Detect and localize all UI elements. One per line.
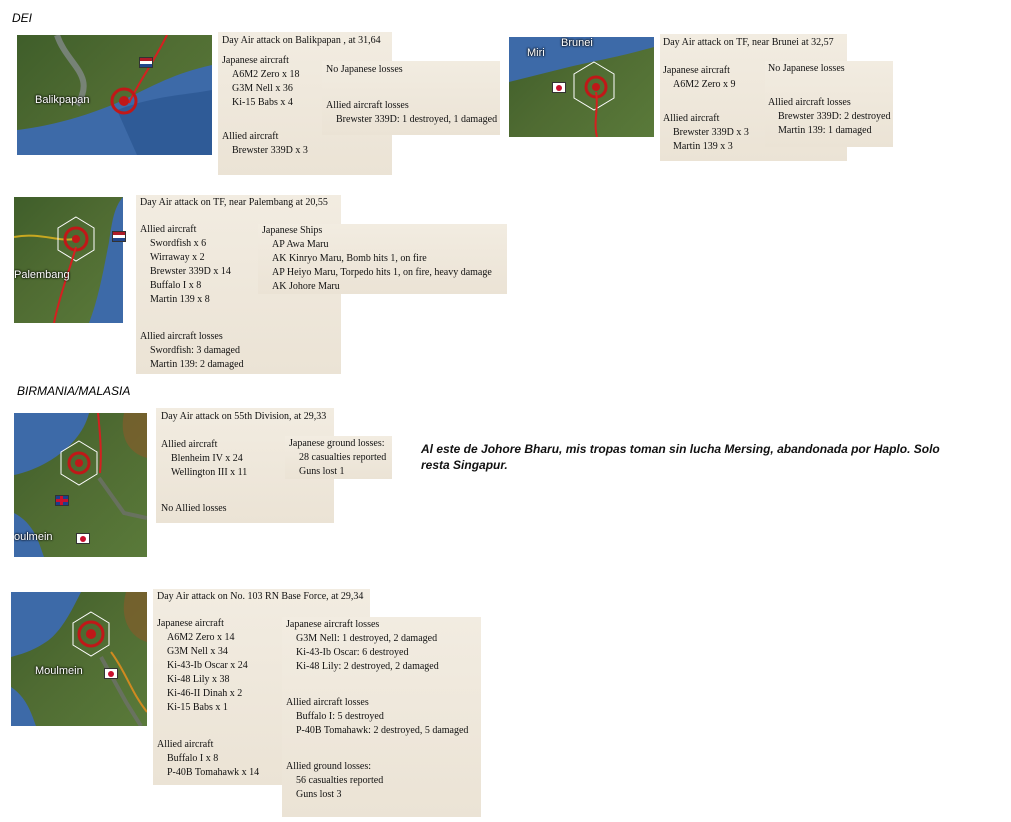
loss-line: Ki-48 Lily: 2 destroyed, 2 damaged [296,661,439,672]
japanese-ships-header: Japanese Ships [262,225,323,236]
ground-losses-header: Allied ground losses: [286,761,371,772]
allied-losses-header: Allied aircraft losses [326,100,409,111]
map-label-moulmein: oulmein [14,531,53,543]
aircraft-line: G3M Nell x 36 [232,83,293,94]
ship-line: AP Awa Maru [272,239,329,250]
aircraft-line: Wellington III x 11 [171,467,248,478]
allied-aircraft-header: Allied aircraft [157,739,214,750]
no-allied-losses-text: No Allied losses [161,503,227,514]
aircraft-line: Brewster 339D x 14 [150,266,231,277]
japanese-losses-text: No Japanese losses [326,64,403,75]
map-label-moulmein: Moulmein [35,665,83,677]
aircraft-line: Martin 139 x 8 [150,294,210,305]
loss-line: Martin 139: 1 damaged [778,125,872,136]
loss-line: G3M Nell: 1 destroyed, 2 damaged [296,633,438,644]
map-moulmein-division[interactable] [14,413,147,557]
loss-line: Brewster 339D: 1 destroyed, 1 damaged [336,114,498,125]
ship-line: AK Kinryo Maru, Bomb hits 1, on fire [272,253,427,264]
map-palembang-terrain [14,197,123,323]
ground-loss-line: Guns lost 3 [296,789,342,800]
birmania-malasia-heading: BIRMANIA/MALASIA [17,384,131,398]
map-palembang[interactable] [14,197,123,323]
aircraft-line: Swordfish x 6 [150,238,207,249]
report-55th-division-ground [285,436,392,479]
map-balikpapan[interactable] [17,35,212,155]
ship-line: AK Johore Maru [272,281,340,292]
report-title: Day Air attack on 55th Division, at 29,33 [161,411,327,422]
aircraft-line: A6M2 Zero x 18 [232,69,300,80]
dei-heading: DEI [12,11,33,25]
report-title: Day Air attack on No. 103 RN Base Force, at 29,34 [157,591,364,602]
allied-aircraft-header: Allied aircraft [161,439,218,450]
aircraft-line: Ki-15 Babs x 1 [167,702,228,713]
aircraft-line: Buffalo I x 8 [150,280,202,291]
allied-aircraft-header: Allied aircraft [222,131,279,142]
japanese-losses-header: Japanese aircraft losses [286,619,380,630]
report-title: Day Air attack on Balikpapan , at 31,64 [222,35,381,46]
aircraft-line: Blenheim IV x 24 [171,453,243,464]
japan-flag-icon [104,668,118,679]
ground-loss-line: Guns lost 1 [299,466,345,477]
allied-aircraft-header: Allied aircraft [140,224,197,235]
ship-line: AP Heiyo Maru, Torpedo hits 1, on fire, heavy damage [272,267,492,278]
map-moulmein-base-force-terrain [11,592,147,726]
loss-line: Martin 139: 2 damaged [150,359,244,370]
map-label-balikpapan: Balikpapan [35,94,90,106]
allied-losses-header: Allied aircraft losses [768,97,851,108]
aircraft-line: A6M2 Zero x 9 [673,79,736,90]
aircraft-line: Wirraway x 2 [150,252,205,263]
netherlands-flag-icon [112,231,126,242]
report-title: Day Air attack on TF, near Brunei at 32,57 [663,37,834,48]
map-label-brunei: Brunei [561,37,593,49]
map-brunei[interactable] [509,37,654,137]
report-title: Day Air attack on TF, near Palembang at 20,55 [140,197,328,208]
japanese-aircraft-header: Japanese aircraft [663,65,730,76]
loss-line: Brewster 339D: 2 destroyed [778,111,891,122]
loss-line: Ki-43-Ib Oscar: 6 destroyed [296,647,409,658]
loss-line: Swordfish: 3 damaged [150,345,240,356]
japanese-aircraft-header: Japanese aircraft [157,618,224,629]
report-palembang-ships [258,224,507,294]
allied-aircraft-header: Allied aircraft [663,113,720,124]
netherlands-flag-icon [139,57,153,68]
aircraft-line: Ki-48 Lily x 38 [167,674,230,685]
ground-loss-line: 56 casualties reported [296,775,384,786]
map-label-miri: Miri [527,47,545,59]
japanese-aircraft-header: Japanese aircraft [222,55,289,66]
narrative-text: Al este de Johore Bharu, mis tropas toman sin lucha Mersing, abandonada por Haplo. Solo resta Singapur. [421,442,940,472]
japan-flag-icon [76,533,90,544]
japan-flag-icon [552,82,566,93]
loss-line: Buffalo I: 5 destroyed [296,711,384,722]
aircraft-line: Brewster 339D x 3 [673,127,749,138]
allied-losses-header: Allied aircraft losses [140,331,223,342]
aircraft-line: A6M2 Zero x 14 [167,632,235,643]
ground-loss-line: 28 casualties reported [299,452,387,463]
aircraft-line: P-40B Tomahawk x 14 [167,767,260,778]
map-label-palembang: Palembang [14,269,70,281]
report-base-force-losses [282,617,481,817]
report-balikpapan-losses [322,61,500,135]
aircraft-line: Ki-46-II Dinah x 2 [167,688,243,699]
aircraft-line: Ki-43-Ib Oscar x 24 [167,660,248,671]
report-brunei-losses [765,61,893,147]
uk-flag-icon [55,495,69,506]
ground-losses-header: Japanese ground losses: [289,438,385,449]
allied-losses-header: Allied aircraft losses [286,697,369,708]
map-moulmein-base-force[interactable] [11,592,147,726]
aircraft-line: Brewster 339D x 3 [232,145,308,156]
aircraft-line: G3M Nell x 34 [167,646,228,657]
japanese-losses-text: No Japanese losses [768,63,845,74]
aircraft-line: Ki-15 Babs x 4 [232,97,293,108]
loss-line: P-40B Tomahawk: 2 destroyed, 5 damaged [296,725,469,736]
aircraft-line: Buffalo I x 8 [167,753,219,764]
aircraft-line: Martin 139 x 3 [673,141,733,152]
